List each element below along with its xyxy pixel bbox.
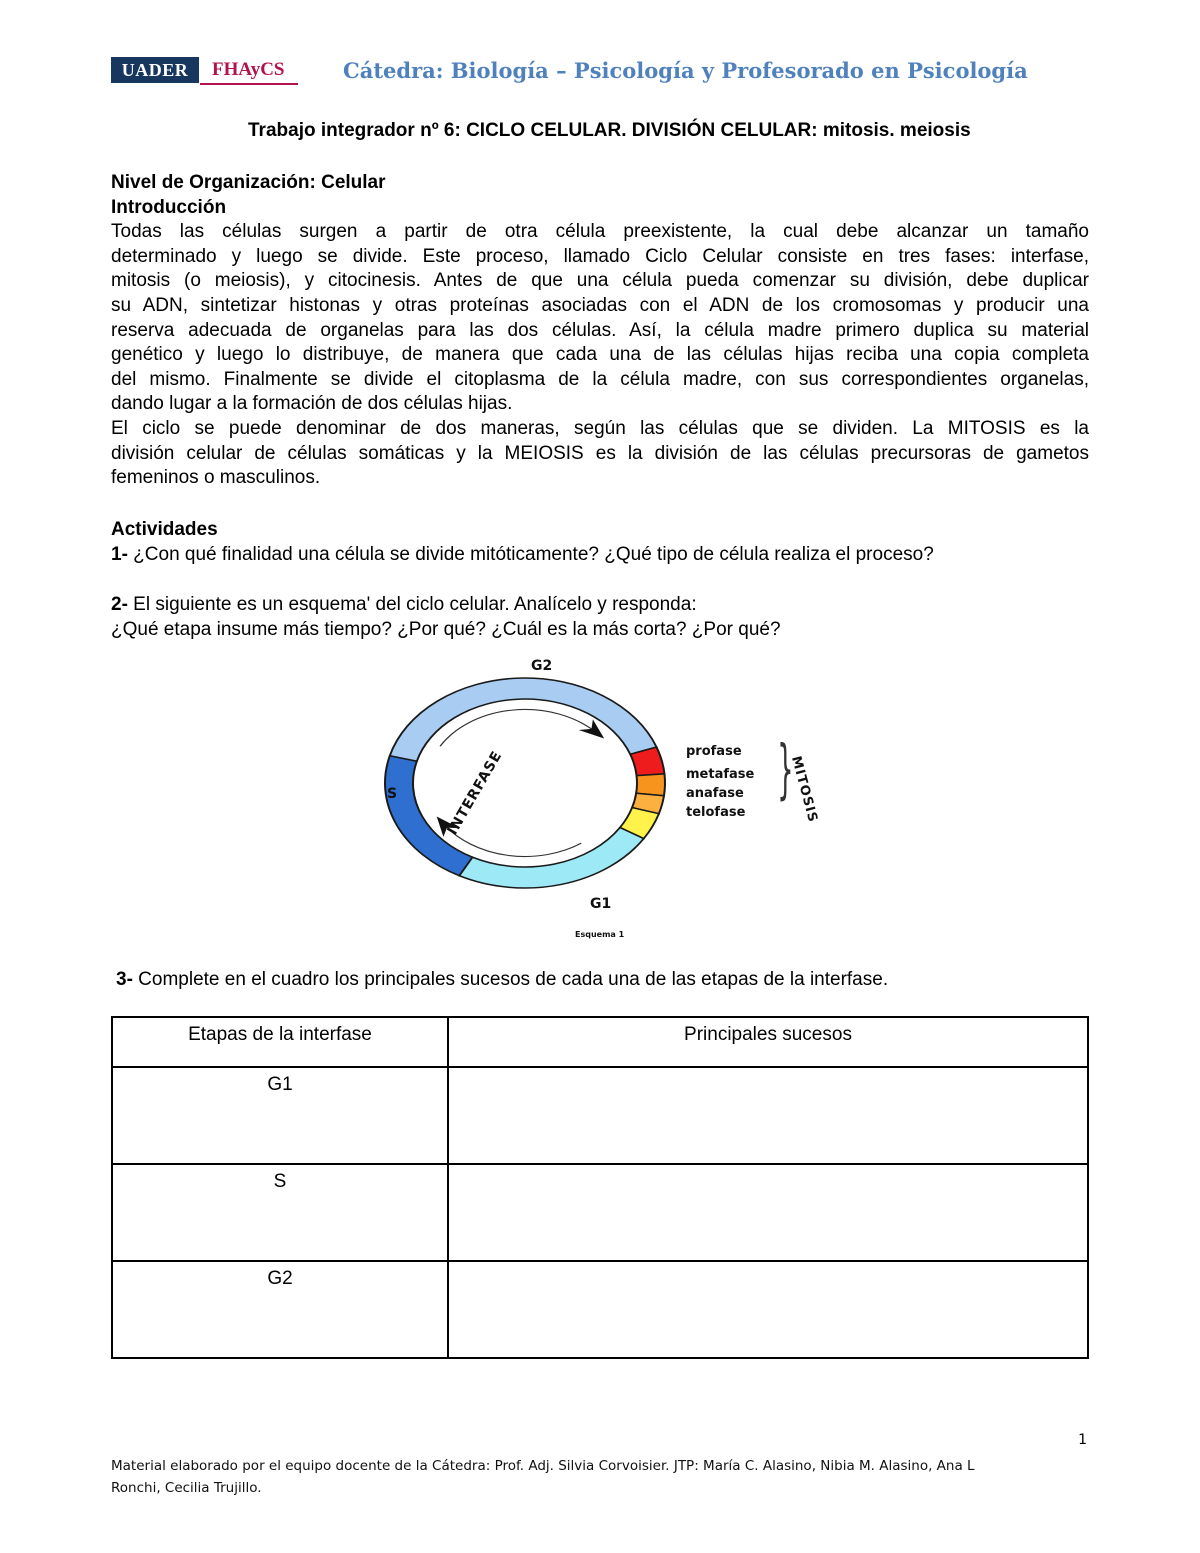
question-number: 3-: [116, 969, 133, 990]
g1-label: G1: [590, 896, 612, 912]
question-text: Complete en el cuadro los principales sucesos de cada una de las etapas de la interfase.: [132, 969, 889, 990]
question-2: [111, 593, 1089, 618]
intro-paragraph-1: [111, 220, 1089, 417]
anafase-label: anafase: [686, 786, 744, 801]
intro-section: [111, 171, 1089, 491]
question-3: [116, 968, 1094, 993]
paragraph-line: genético y luego lo distribuye, de manera que cada una de las células hijas reciba una copia completa: [111, 344, 1089, 366]
logo-underline: [200, 83, 298, 85]
sucesos-cell[interactable]: [448, 1164, 1088, 1261]
page-title: Trabajo integrador nº 6: CICLO CELULAR. DIVISIÓN CELULAR: mitosis. meiosis: [248, 120, 971, 141]
metafase-label: metafase: [686, 767, 755, 782]
activities-heading: Actividades: [111, 519, 218, 540]
profase-label: profase: [686, 744, 742, 759]
paragraph-line: mitosis (o meiosis), y citocinesis. Antes de que una célula pueda comenzar su división, debe duplicar: [111, 270, 1089, 292]
catedra-header: Cátedra: Biología – Psicología y Profesorado en Psicología: [343, 58, 1028, 83]
sucesos-cell[interactable]: [448, 1261, 1088, 1358]
intro-heading: Introducción: [111, 196, 227, 218]
question-text: El siguiente es un esquema' del ciclo celular. Analícelo y responda:: [127, 594, 697, 615]
uader-logo: UADER: [111, 57, 199, 83]
paragraph-line: Todas las células surgen a partir de otra célula preexistente, la cual debe alcanzar un tamaño: [111, 221, 1089, 243]
table-row: [112, 1261, 1088, 1358]
table-header-cell: Principales sucesos: [448, 1017, 1088, 1067]
paragraph-line: femeninos o masculinos.: [111, 467, 321, 489]
intro-paragraph-2: [111, 417, 1089, 491]
fhaycs-logo: FHAyCS: [212, 59, 285, 80]
footer-line: Material elaborado por el equipo docente de la Cátedra: Prof. Adj. Silvia Corvoisier. JTP: María C. Alasino, Nibia M. Alasino, Ana L: [111, 1458, 975, 1474]
upper-arrow-arc: [440, 710, 594, 747]
table-row: [112, 1067, 1088, 1164]
diagram-caption: Esquema 1: [575, 930, 625, 939]
paragraph-line: dando lugar a la formación de dos células hijas.: [111, 393, 513, 415]
table-row: [112, 1164, 1088, 1261]
question-number: 2-: [111, 594, 128, 615]
paragraph-line: reserva adecuada de organelas para las dos células. Así, la célula madre primero duplica su material: [111, 319, 1089, 341]
sucesos-cell[interactable]: [448, 1067, 1088, 1164]
question-1: [111, 543, 1089, 568]
g1-segment: [459, 828, 643, 888]
question-number: 1-: [111, 544, 128, 565]
etapa-cell: G1: [112, 1067, 448, 1164]
brace-icon: }: [777, 733, 794, 807]
paragraph-line: del mismo. Finalmente se divide el citoplasma de la célula madre, con sus correspondientes organelas,: [111, 368, 1089, 390]
s-label: S: [387, 786, 398, 802]
interfase-label: INTERFASE: [444, 748, 506, 838]
table-header-row: [112, 1017, 1088, 1067]
lower-arrow-arc: [445, 825, 581, 856]
question-2-line2: ¿Qué etapa insume más tiempo? ¿Por qué? ¿Cuál es la más corta? ¿Por qué?: [111, 619, 781, 640]
telofase-label: telofase: [686, 805, 746, 820]
etapa-cell: G2: [112, 1261, 448, 1358]
footer-credits: [111, 1455, 1051, 1499]
paragraph-line: El ciclo se puede denominar de dos maneras, según las células que se dividen. La MITOSIS es la: [111, 417, 1089, 439]
page-number: 1: [1078, 1432, 1087, 1448]
metafase-segment: [636, 774, 665, 796]
etapa-cell: S: [112, 1164, 448, 1261]
paragraph-line: su ADN, sintetizar histonas y otras proteínas asociadas con el ADN de los cromosomas y producir una: [111, 294, 1089, 316]
g2-label: G2: [531, 658, 553, 674]
mitosis-label: MITOSIS: [788, 754, 821, 825]
footer-line: Ronchi, Cecilia Trujillo.: [111, 1480, 262, 1496]
paragraph-line: determinado y luego se divide. Este proceso, llamado Ciclo Celular consiste en tres fases: interfase,: [111, 245, 1089, 267]
g2-segment: [390, 678, 657, 761]
table-header-cell: Etapas de la interfase: [112, 1017, 448, 1067]
nivel-heading: Nivel de Organización: Celular: [111, 172, 386, 193]
interfase-table: [111, 1016, 1089, 1359]
paragraph-line: división celular de células somáticas y la MEIOSIS es la división de las células precursoras de gametos: [111, 442, 1089, 464]
question-text: ¿Con qué finalidad una célula se divide mitóticamente? ¿Qué tipo de célula realiza el proceso?: [127, 544, 934, 565]
